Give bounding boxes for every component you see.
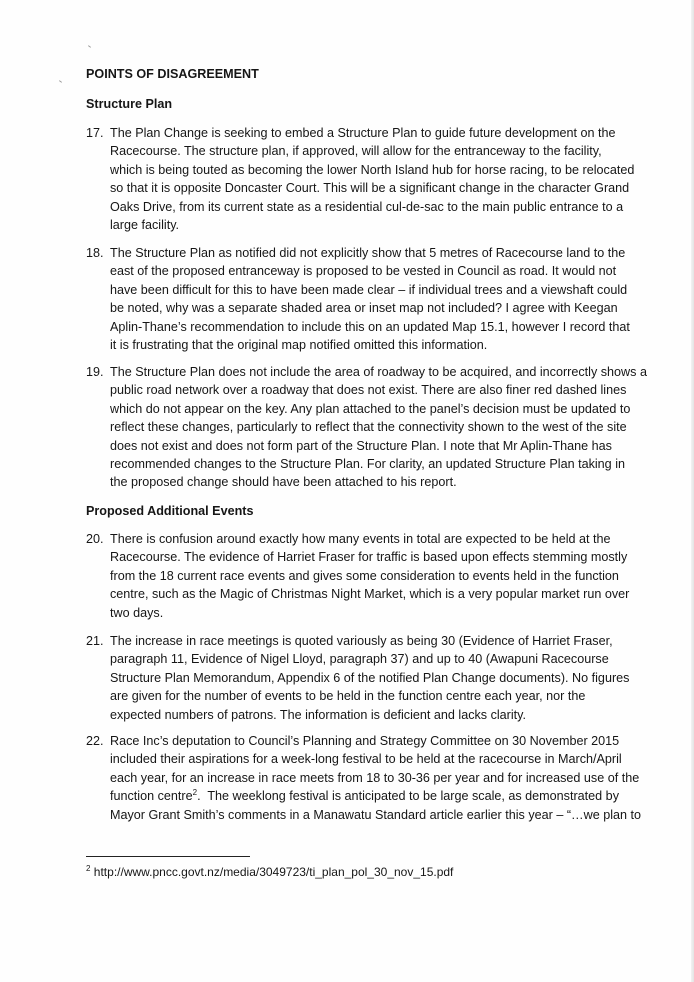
paragraph-line: two days. [110,605,164,620]
paragraph-line: Mayor Grant Smith’s comments in a Manawatu Standard article earlier this year – “…we plan to [110,807,642,822]
paragraph-line: reflect these changes, particularly to reflect that the connectivity shown to the west of the site [110,420,627,435]
paragraph-line: The increase in race meetings is quoted variously as being 30 (Evidence of Harriet Fraser, [110,634,613,648]
paragraph-line: recommended changes to the Structure Plan. For clarity, an updated Structure Plan taking in [110,457,625,472]
paragraph-17 [86,124,635,234]
paragraph-line: Race Inc’s deputation to Council’s Planning and Strategy Committee on 30 November 2015 [110,734,620,748]
paragraph-line: Structure Plan Memorandum, Appendix 6 of the notified Plan Change documents). No figures [110,670,630,685]
paragraph-number: 20. [86,532,104,546]
paragraph-line: Aplin-Thane’s recommendation to include this on an updated Map 15.1, however I record that [110,319,630,334]
paragraph-line: paragraph 11, Evidence of Nigel Lloyd, paragraph 37) and up to 40 (Awapuni Racecourse [110,652,609,667]
scan-speck [88,45,91,48]
paragraph-line: are given for the number of events to be held in the function centre each year, nor the [110,689,586,704]
page-title: POINTS OF DISAGREEMENT [86,67,259,81]
paragraph-line: be noted, why was a separate shaded area or inset map not included? I agree with Keegan [110,301,618,316]
paragraph-line: so that it is opposite Doncaster Court. This will be a significant change in the character Grand [110,181,630,196]
paragraph-number: 21. [86,634,104,648]
paragraph-line: which is being touted as becoming the lower North Island hub for horse racing, to be relocated [110,162,635,177]
paragraph-line: Racecourse. The structure plan, if approved, will allow for the entranceway to the facility, [110,144,602,159]
paragraph-line: Oaks Drive, from its current state as a residential cul-de-sac to the main public entrance to a [110,199,624,214]
paragraph-line: Racecourse. The evidence of Harriet Fraser for traffic is based upon effects stemming mostly [110,550,628,565]
paragraph-number: 17. [86,126,104,140]
paragraph-line: the proposed change should have been attached to his report. [110,475,457,490]
paragraph-line: included their aspirations for a week-long festival to be held at the racecourse in March/April [110,752,622,767]
paragraph-line: The Structure Plan does not include the area of roadway to be acquired, and incorrectly shows a [110,365,647,379]
paragraph-line: The Plan Change is seeking to embed a Structure Plan to guide future development on the [110,126,616,140]
paragraph-line: expected numbers of patrons. The information is deficient and lacks clarity. [110,707,527,722]
paragraph-number: 18. [86,246,104,260]
paragraph-line: The Structure Plan as notified did not explicitly show that 5 metres of Racecourse land to the [110,246,626,260]
paragraph-text: The weeklong festival is anticipated to be large scale, as demonstrated by [207,789,619,804]
paragraph-22 [86,732,642,824]
footnote-link[interactable]: http://www.pncc.govt.nz/media/3049723/ti_plan_pol_30_nov_15.pdf [93,865,454,879]
footnote-reference[interactable]: 2 [192,788,198,798]
paragraph-line: it is frustrating that the original map notified omitted this information. [110,338,488,353]
paragraph-line: does not exist and does not form part of the Structure Plan. I note that Mr Aplin-Thane has [110,438,612,453]
paragraph-line: There is confusion around exactly how many events in total are expected to be held at the [110,532,611,546]
paragraph-18 [86,244,630,354]
paragraph-number: 22. [86,734,104,748]
paragraph-line: east of the proposed entranceway is proposed to be vested in Council as road. It would not [110,264,617,279]
paragraph-line: centre, such as the Magic of Christmas Night Market, which is a very popular market run over [110,587,630,602]
paragraph-line: which do not appear on the key. Any plan attached to the panel’s decision must be updated to [110,401,631,416]
section-heading-structure-plan: Structure Plan [86,97,173,111]
paragraph-line: have been difficult for this to have been made clear – if individual trees and a viewshaft could [110,282,628,297]
scan-speck [59,80,62,83]
paragraph-line-with-footnote: function centre$^2$. The weeklong festival is anticipated to be large scale, as demonstrated by [110,788,619,804]
paragraph-20 [86,530,630,622]
paragraph-number: 19. [86,365,104,379]
paragraph-text: function centre [110,789,193,804]
paragraph-19 [86,363,647,492]
footnote [86,864,453,880]
paragraph-21 [86,632,630,724]
footnote-divider [86,856,250,857]
footnote-marker: 2 [86,864,91,873]
section-heading-proposed-additional-events: Proposed Additional Events [86,504,254,518]
paragraph-line: large facility. [110,218,180,233]
paragraph-line: public road network over a roadway that does not exist. There are also finer red dashed lines [110,383,627,398]
paragraph-line: from the 18 current race events and gives some consideration to events held in the function [110,568,619,583]
paragraph-line: each year, for an increase in race meets from 18 to 30-36 per year and for increased use of the [110,770,640,785]
